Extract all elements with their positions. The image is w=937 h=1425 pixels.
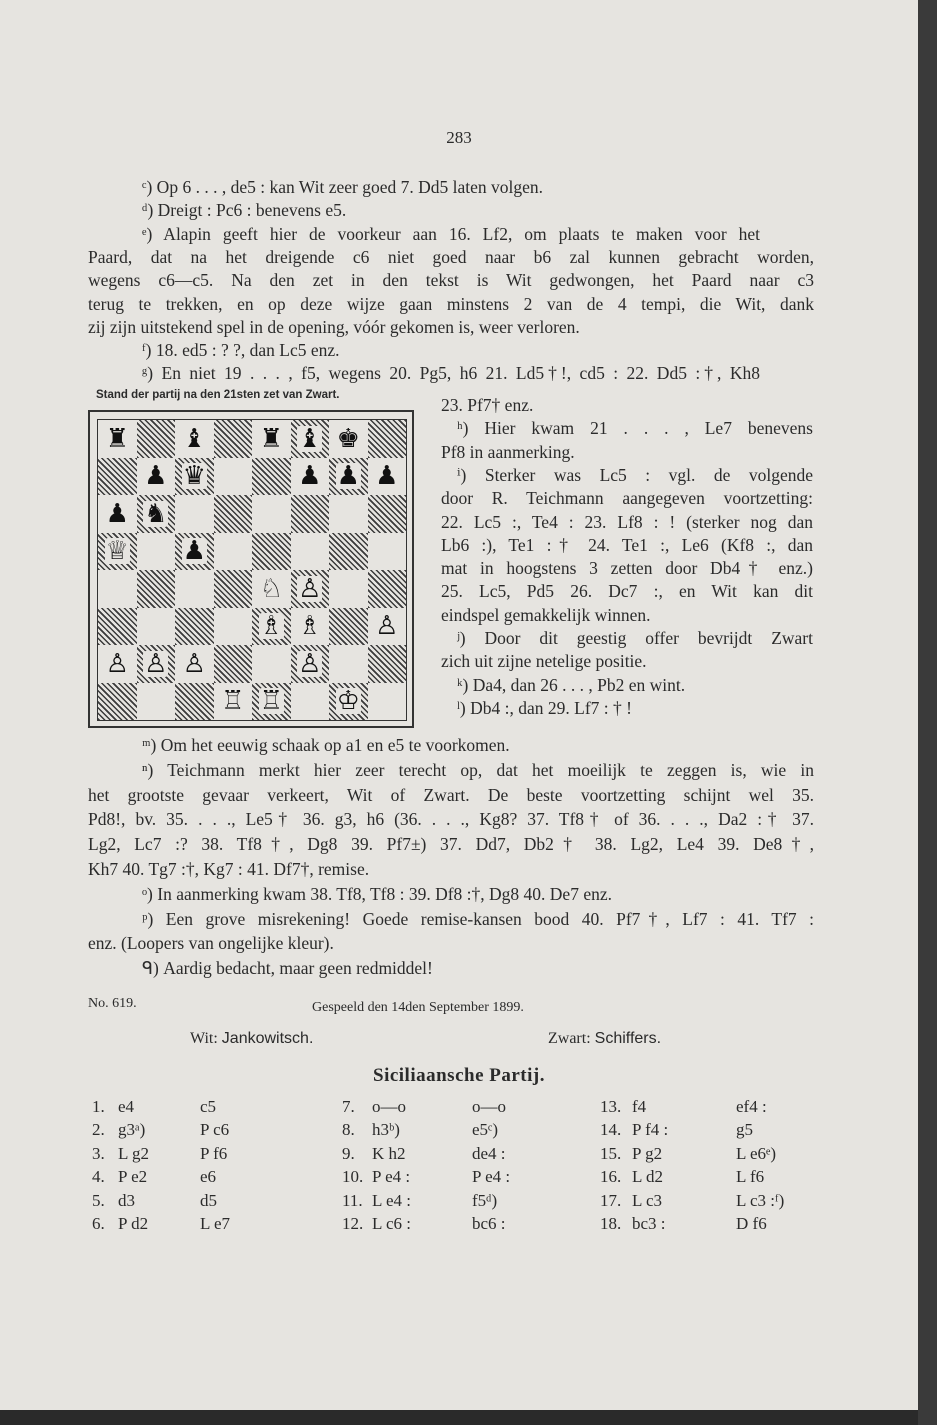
text-line: 22. Lc5 :, Te4 : 23. Lf8 : ! (sterker nog dan — [441, 511, 813, 532]
board-square — [98, 533, 137, 571]
board-square — [98, 420, 137, 458]
text-line: ʰ) Hier kwam 21 . . . , Le7 benevens — [457, 418, 813, 439]
move-number: 6. — [92, 1214, 105, 1233]
text-line: ᵍ) En niet 19 . . . , f5, wegens 20. Pg5, h6 21. Ld5†!, cd5 : 22. Dd5 :†, Kh8 — [142, 363, 760, 384]
board-square — [137, 458, 176, 496]
text-line: ˡ) Db4 :, dan 29. Lf7 : † ! — [457, 697, 632, 718]
board-square — [291, 683, 330, 721]
white-move: P g2 — [632, 1143, 663, 1163]
board-square — [329, 533, 368, 571]
text-line: wegens c6—c5. Na den zet in den tekst is Wit gedwongen, het Paard naar c3 — [88, 270, 814, 291]
board-square — [368, 458, 407, 496]
board-square — [329, 683, 368, 721]
board-square — [175, 458, 214, 496]
chess-piece: ♖ — [259, 686, 283, 717]
game-title: Siciliaansche Partij. — [373, 1065, 545, 1086]
text-line: zij zijn uitstekend spel in de opening, vóór gekomen is, weer verloren. — [88, 316, 580, 337]
page-number: 283 — [446, 128, 472, 147]
board-square — [214, 420, 253, 458]
move-number: 7. — [342, 1097, 355, 1116]
move-number: 13. — [600, 1097, 622, 1116]
move-number: 10. — [342, 1167, 364, 1187]
board-square — [175, 683, 214, 721]
text-line: terug te trekken, en op deze wijze gaan minstens 2 van de 4 tempi, die Wit, dank — [88, 293, 814, 314]
text-line: ᶜ) Op 6 . . . , de5 : kan Wit zeer goed 7. Dd5 laten volgen. — [142, 177, 543, 197]
black-move: e6 — [200, 1167, 217, 1187]
chess-piece: ♟ — [144, 461, 168, 492]
text-line: enz. (Loopers van ongelijke kleur). — [88, 933, 334, 954]
board-square — [98, 683, 137, 721]
board-square — [137, 608, 176, 646]
board-square — [214, 645, 253, 683]
move-number: 3. — [92, 1143, 105, 1163]
chess-piece: ♘ — [259, 573, 283, 604]
board-square — [252, 495, 291, 533]
move-number: 17. — [600, 1190, 622, 1210]
board-square — [137, 420, 176, 458]
board-square — [368, 495, 407, 533]
board-square — [291, 458, 330, 496]
white-move: f4 — [632, 1097, 647, 1116]
chess-piece: ♟ — [298, 461, 322, 492]
move-number: 5. — [92, 1190, 105, 1210]
board-square — [175, 495, 214, 533]
board-square — [214, 458, 253, 496]
white-move: e4 — [118, 1097, 135, 1116]
page-edge — [918, 0, 937, 1425]
black-move: P c6 — [200, 1120, 230, 1140]
text-line: ᵒ) In aanmerking kwam 38. Tf8, Tf8 : 39. Df8 :†, Dg8 40. De7 enz. — [142, 883, 612, 904]
black-move: L e7 — [200, 1214, 231, 1233]
chess-piece: ♗ — [259, 611, 283, 642]
text-line: Lg2, Lc7 :? 38. Tf8†, Dg8 39. Pf7±) 37. Dd7, Db2† 38. Lg2, Le4 39. De8†, — [88, 834, 814, 855]
text-line: door R. Teichmann aangegeven voortzetting: — [441, 488, 813, 509]
white-move: L g2 — [118, 1143, 150, 1163]
board-square — [291, 608, 330, 646]
text-line: Kh7 40. Tg7 :†, Kg7 : 41. Df7†, remise. — [88, 859, 370, 879]
black-move: g5 — [736, 1120, 753, 1140]
move-number: 18. — [600, 1214, 622, 1233]
black-move: c5 — [200, 1097, 217, 1116]
black-move: d5 — [200, 1190, 217, 1210]
board-square — [137, 533, 176, 571]
board-square — [329, 420, 368, 458]
board-square — [214, 608, 253, 646]
chess-piece: ♙ — [298, 648, 322, 679]
move-number: 4. — [92, 1167, 105, 1187]
chess-piece: ♟ — [182, 536, 206, 567]
text-line: Lb6 :), Te1 :† 24. Te1 :, Le6 (Kf8 :, dan — [441, 534, 813, 555]
white-move: bc3 : — [632, 1214, 666, 1233]
board-square — [252, 645, 291, 683]
board-square — [98, 458, 137, 496]
black-player — [548, 1030, 661, 1048]
white-move: o—o — [372, 1097, 406, 1116]
white-move: g3ᵃ) — [118, 1120, 146, 1140]
text-line: het grootste gevaar verkeert, Wit of Zwart. De beste voortzetting schijnt wel 35. — [88, 784, 814, 805]
board-square — [252, 683, 291, 721]
board-square — [175, 570, 214, 608]
move-number: 2. — [92, 1120, 105, 1140]
board-square — [329, 458, 368, 496]
board-square — [329, 645, 368, 683]
board-square — [368, 533, 407, 571]
board-square — [252, 458, 291, 496]
move-number: 12. — [342, 1214, 364, 1233]
white-move: K h2 — [372, 1143, 406, 1163]
diagram-caption: Stand der partij na den 21sten zet van Zwart. — [96, 389, 340, 401]
chess-piece: ♝ — [298, 423, 322, 454]
chess-piece: ♙ — [298, 573, 322, 604]
move-number: 15. — [600, 1143, 622, 1163]
text-line: Pf8 in aanmerking. — [441, 441, 575, 462]
board-square — [368, 420, 407, 458]
board-square — [98, 608, 137, 646]
board-square — [175, 608, 214, 646]
white-move: P e2 — [118, 1167, 148, 1187]
text-line: ʲ) Door dit geestig offer bevrijdt Zwart — [457, 628, 813, 648]
chess-piece: ♙ — [105, 648, 129, 679]
game-date: Gespeeld den 14den September 1899. — [312, 1000, 524, 1015]
white-move: P f4 : — [632, 1120, 669, 1140]
black-move: ef4 : — [736, 1097, 767, 1116]
board-square — [291, 495, 330, 533]
chess-piece: ♛ — [182, 461, 206, 492]
move-number: 16. — [600, 1167, 622, 1187]
chess-piece: ♟ — [105, 498, 129, 529]
board-square — [368, 608, 407, 646]
chess-piece: ♜ — [259, 423, 283, 454]
text-line: ᵉ) Alapin geeft hier de voorkeur aan 16. Lf2, om plaats te maken voor het — [142, 223, 760, 244]
white-move: P e4 : — [372, 1167, 411, 1187]
text-line: 25. Lc5, Pd5 26. Dc7 :, en Wit kan dit — [441, 581, 813, 602]
white-move: P d2 — [118, 1214, 149, 1233]
chess-piece: ♚ — [336, 423, 360, 454]
black-move: P e4 : — [472, 1167, 511, 1187]
white-name: Jankowitsch. — [221, 1030, 314, 1047]
chess-piece: ♖ — [221, 686, 245, 717]
text-line: ⁿ) Teichmann merkt hier zeer terecht op, dat het moeilijk te zeggen is, wie in — [142, 759, 814, 780]
board-square — [98, 495, 137, 533]
black-move: o—o — [472, 1097, 506, 1116]
move-number: 14. — [600, 1120, 622, 1140]
board-square — [291, 533, 330, 571]
text-line: Paard, dat na het dreigende c6 niet goed naar b6 zal kunnen gebracht worden, — [88, 246, 814, 267]
white-move: L e4 : — [372, 1190, 412, 1210]
board-square — [98, 645, 137, 683]
move-number: 11. — [342, 1190, 363, 1210]
board-square — [368, 570, 407, 608]
black-move: de4 : — [472, 1143, 506, 1163]
board-square — [252, 420, 291, 458]
board-square — [137, 495, 176, 533]
board-square — [175, 645, 214, 683]
board-square — [137, 570, 176, 608]
chess-piece: ♞ — [144, 498, 168, 529]
board-square — [137, 645, 176, 683]
black-move: bc6 : — [472, 1214, 506, 1233]
chess-piece: ♟ — [336, 461, 360, 492]
white-move: h3ᵇ) — [372, 1120, 400, 1140]
board-square — [214, 495, 253, 533]
chess-piece: ♟ — [375, 461, 399, 492]
chess-piece: ♜ — [105, 423, 129, 454]
text-line: ᵖ) Een grove misrekening! Goede remise-kansen bood 40. Pf7†, Lf7 : 41. Tf7 : — [142, 908, 814, 929]
chess-piece: ♙ — [144, 648, 168, 679]
white-label: Wit: — [190, 1030, 218, 1047]
black-move: L e6ᵉ) — [736, 1143, 777, 1163]
board-square — [252, 608, 291, 646]
board-square — [291, 420, 330, 458]
board-square — [368, 683, 407, 721]
chess-diagram — [88, 410, 414, 728]
board-square — [291, 570, 330, 608]
move-number: 8. — [342, 1120, 355, 1140]
text-line: ᑫ) Aardig bedacht, maar geen redmiddel! — [142, 958, 433, 979]
board-square — [329, 495, 368, 533]
move-number: 9. — [342, 1143, 355, 1163]
black-move: P f6 — [200, 1143, 228, 1163]
white-move: L c3 — [632, 1190, 663, 1210]
black-label: Zwart: — [548, 1030, 591, 1047]
board-square — [214, 683, 253, 721]
chess-piece: ♙ — [375, 611, 399, 642]
board-square — [368, 645, 407, 683]
black-name: Schiffers. — [594, 1030, 662, 1047]
text-line: ᵈ) Dreigt : Pc6 : benevens e5. — [142, 200, 347, 221]
white-move: L d2 — [632, 1167, 664, 1187]
board-square — [252, 533, 291, 571]
text-line: ᵐ) Om het eeuwig schaak op a1 en e5 te voorkomen. — [142, 735, 510, 755]
black-move: L f6 — [736, 1167, 765, 1187]
chess-piece: ♙ — [182, 648, 206, 679]
text-line: 23. Pf7† enz. — [441, 395, 534, 415]
black-move: D f6 — [736, 1214, 767, 1233]
white-move: d3 — [118, 1190, 135, 1210]
chess-piece: ♝ — [182, 423, 206, 454]
board-square — [214, 533, 253, 571]
chess-piece: ♗ — [298, 611, 322, 642]
board-square — [137, 683, 176, 721]
black-move: e5ᶜ) — [472, 1120, 499, 1140]
text-line: Pd8!, bv. 35. . . ., Le5† 36. g3, h6 (36. . . ., Kg8? 37. Tf8† of 36. . . ., Da2 :† 37. — [88, 809, 814, 830]
board-square — [175, 533, 214, 571]
black-move: L c3 :ᶠ) — [736, 1190, 785, 1210]
white-move: L c6 : — [372, 1214, 412, 1233]
black-move: f5ᵈ) — [472, 1190, 498, 1210]
move-number: 1. — [92, 1097, 105, 1116]
board-square — [329, 570, 368, 608]
chess-piece: ♔ — [336, 686, 360, 717]
text-line: mat in hoogstens 3 zetten door Db4† enz.) — [441, 558, 813, 579]
game-number: No. 619. — [88, 996, 137, 1011]
white-player — [190, 1030, 313, 1048]
text-line: ᶠ) 18. ed5 : ? ?, dan Lc5 enz. — [142, 340, 340, 361]
text-line: ⁱ) Sterker was Lc5 : vgl. de volgende — [457, 464, 813, 485]
text-line: zich uit zijne netelige positie. — [441, 651, 647, 672]
board-square — [291, 645, 330, 683]
chess-piece: ♕ — [105, 536, 129, 567]
board-square — [175, 420, 214, 458]
board-square — [214, 570, 253, 608]
board-square — [329, 608, 368, 646]
chess-board — [97, 419, 407, 721]
board-square — [252, 570, 291, 608]
board-square — [98, 570, 137, 608]
text-line: eindspel gemakkelijk winnen. — [441, 604, 651, 625]
text-line: ᵏ) Da4, dan 26 . . . , Pb2 en wint. — [457, 674, 686, 695]
